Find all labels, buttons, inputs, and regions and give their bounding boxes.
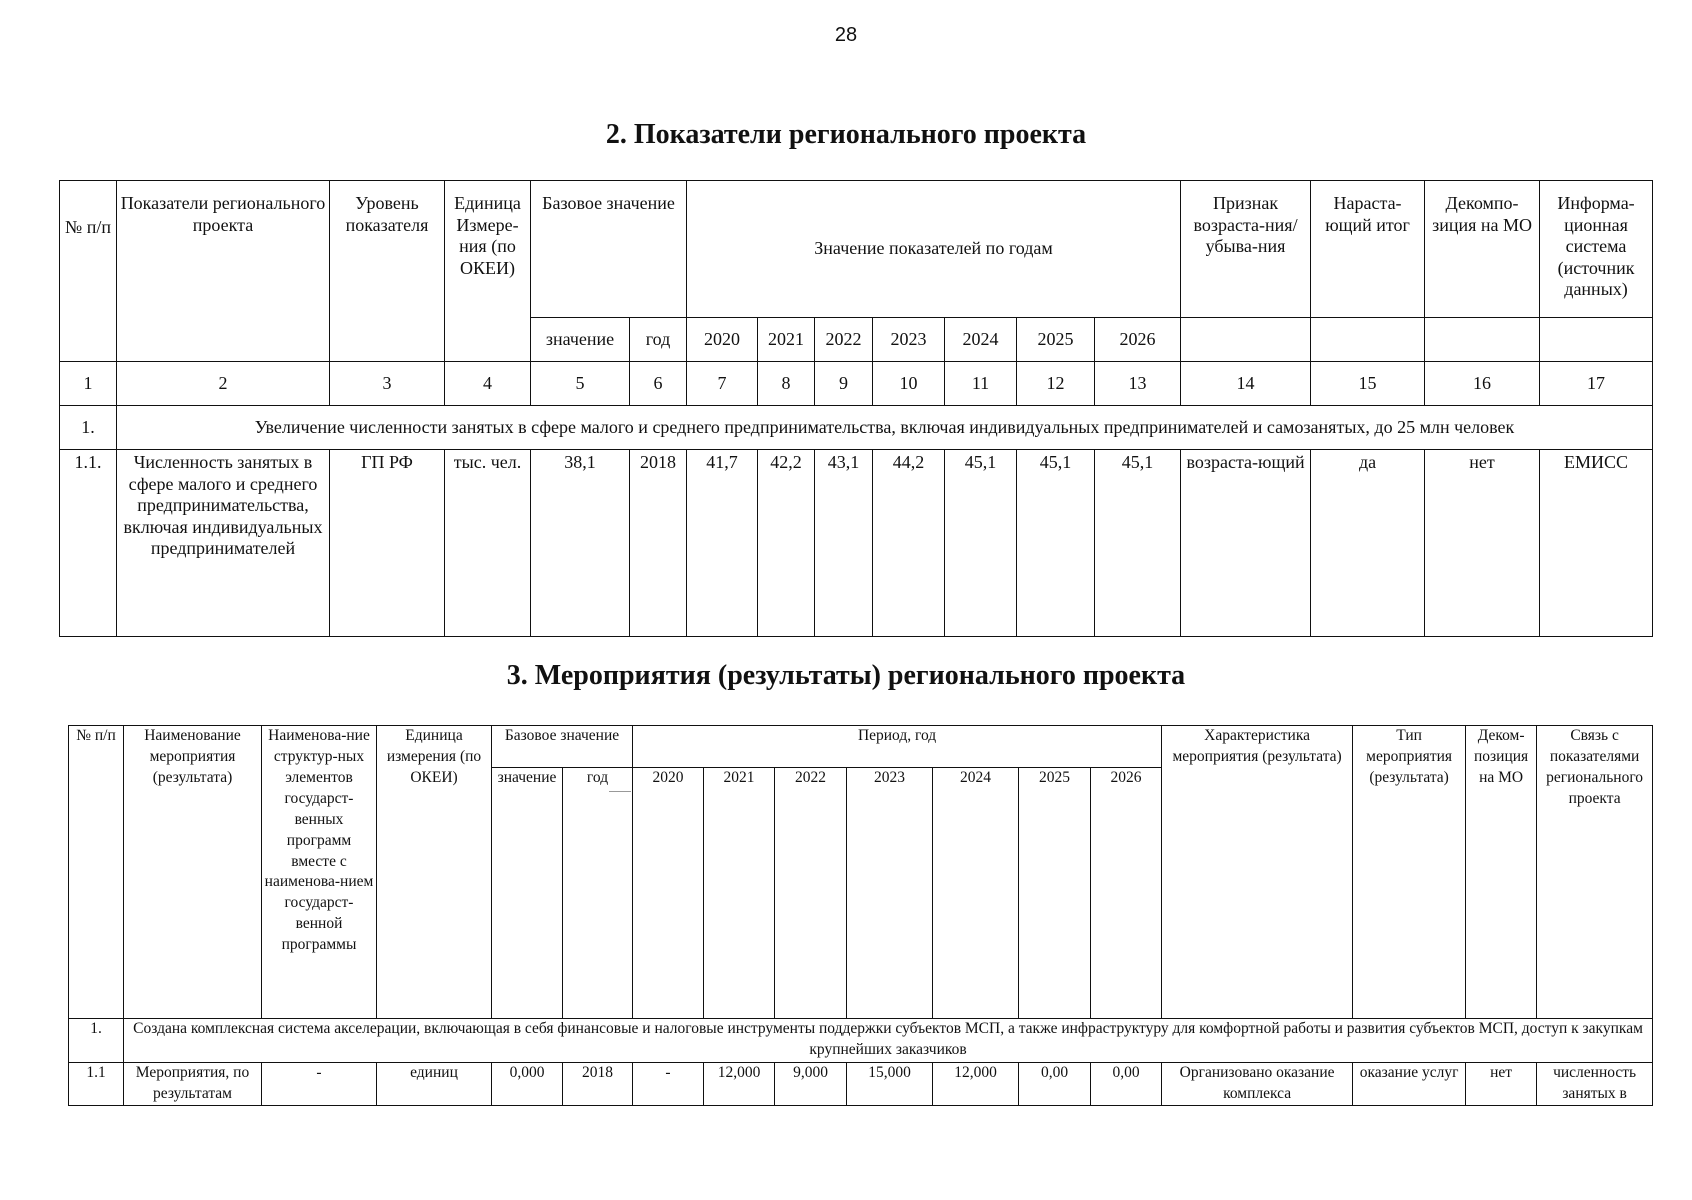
- header-row: [60, 181, 1653, 318]
- sub-header-year: 2025: [1017, 318, 1095, 362]
- header-level: Уровень показателя: [330, 181, 445, 362]
- row-sign: возраста-ющий: [1181, 450, 1311, 637]
- sub-header-year: 2021: [704, 768, 775, 1019]
- column-number: 9: [815, 362, 873, 406]
- column-number: 2: [117, 362, 330, 406]
- empty-cell: [1540, 318, 1653, 362]
- row-level: ГП РФ: [330, 450, 445, 637]
- row-value: 0,00: [1019, 1063, 1091, 1106]
- table-row: [60, 450, 1653, 637]
- header-unit: Единица измерения (по ОКЕИ): [377, 726, 492, 1019]
- header-base: Базовое значение: [492, 726, 633, 768]
- row-value: 43,1: [815, 450, 873, 637]
- table-row: [69, 1063, 1653, 1106]
- sub-header-year: 2023: [847, 768, 933, 1019]
- section-row-num: 1.: [69, 1019, 124, 1063]
- header-characteristic: Характеристика мероприятия (результата): [1162, 726, 1353, 1019]
- dash-mark: [609, 791, 631, 792]
- row-num: 1.1: [69, 1063, 124, 1106]
- row-base-value: 0,000: [492, 1063, 563, 1106]
- column-number: 13: [1095, 362, 1181, 406]
- row-link: численность занятых в: [1537, 1063, 1653, 1106]
- row-name: Мероприятия, по результатам: [124, 1063, 262, 1106]
- row-value: 0,00: [1091, 1063, 1162, 1106]
- section-row: [60, 406, 1653, 450]
- column-number: 15: [1311, 362, 1425, 406]
- column-number: 6: [630, 362, 687, 406]
- sub-header-base-value: значение: [492, 768, 563, 1019]
- section-2-title: 2. Показатели регионального проекта: [605, 119, 1087, 150]
- header-base: Базовое значение: [531, 181, 687, 318]
- row-value: 42,2: [758, 450, 815, 637]
- section-row-text: Увеличение численности занятых в сфере малого и среднего предпринимательства, включая индивидуальных предпринимателей и самозанятых, до 25 млн человек: [117, 406, 1653, 450]
- row-value: 41,7: [687, 450, 758, 637]
- column-number: 8: [758, 362, 815, 406]
- section-row-text: Создана комплексная система акселерации, включающая в себя финансовые и налоговые инструменты поддержки субъектов МСП, а также инфраструктуру для комфортной работы и развития субъектов МСП, доступ к закупкам крупнейших заказчиков: [124, 1019, 1653, 1063]
- row-unit: тыс. чел.: [445, 450, 531, 637]
- sub-header-year: 2026: [1095, 318, 1181, 362]
- row-value: 44,2: [873, 450, 945, 637]
- header-decomposition: Декомпо-зиция на МО: [1425, 181, 1540, 318]
- header-years-group: Значение показателей по годам: [687, 181, 1181, 318]
- header-num: № п/п: [60, 181, 117, 362]
- row-value: 45,1: [945, 450, 1017, 637]
- row-decomposition: нет: [1466, 1063, 1537, 1106]
- column-numbers-row: [60, 362, 1653, 406]
- row-value: 9,000: [775, 1063, 847, 1106]
- header-name: Наименование мероприятия (результата): [124, 726, 262, 1019]
- header-type: Тип мероприятия (результата): [1353, 726, 1466, 1019]
- sub-header-base-year-cell: [563, 768, 633, 1019]
- row-value: -: [633, 1063, 704, 1106]
- sub-header-base-year: год: [630, 318, 687, 362]
- section-3-title: 3. Мероприятия (результаты) регионального проекта: [506, 660, 1186, 691]
- indicators-table: [59, 180, 1653, 637]
- section-row: [69, 1019, 1653, 1063]
- row-base-value: 38,1: [531, 450, 630, 637]
- column-number: 10: [873, 362, 945, 406]
- column-number: 4: [445, 362, 531, 406]
- row-unit: единиц: [377, 1063, 492, 1106]
- sub-header-year: 2022: [815, 318, 873, 362]
- column-number: 1: [60, 362, 117, 406]
- row-value: 12,000: [933, 1063, 1019, 1106]
- row-num: 1.1.: [60, 450, 117, 637]
- section-row-num: 1.: [60, 406, 117, 450]
- column-number: 7: [687, 362, 758, 406]
- column-number: 16: [1425, 362, 1540, 406]
- header-period: Период, год: [633, 726, 1162, 768]
- row-characteristic: Организовано оказание комплекса: [1162, 1063, 1353, 1106]
- row-value: 45,1: [1017, 450, 1095, 637]
- row-value: 12,000: [704, 1063, 775, 1106]
- sub-header-base-year: год: [586, 769, 609, 786]
- page-number: 28: [834, 24, 858, 46]
- sub-header-year: 2024: [933, 768, 1019, 1019]
- activities-table: [68, 725, 1653, 1106]
- row-type: оказание услуг: [1353, 1063, 1466, 1106]
- row-cumulative: да: [1311, 450, 1425, 637]
- empty-cell: [1311, 318, 1425, 362]
- sub-header-year: 2025: [1019, 768, 1091, 1019]
- column-number: 3: [330, 362, 445, 406]
- header-row: [69, 726, 1653, 768]
- sub-header-year: 2020: [687, 318, 758, 362]
- header-indicator: Показатели регионального проекта: [117, 181, 330, 362]
- header-num: № п/п: [69, 726, 124, 1019]
- header-sign: Признак возраста-ния/убыва-ния: [1181, 181, 1311, 318]
- empty-cell: [1425, 318, 1540, 362]
- row-value: 45,1: [1095, 450, 1181, 637]
- row-structural: -: [262, 1063, 377, 1106]
- column-number: 12: [1017, 362, 1095, 406]
- empty-cell: [1181, 318, 1311, 362]
- sub-header-year: 2021: [758, 318, 815, 362]
- row-base-year: 2018: [630, 450, 687, 637]
- sub-header-year: 2022: [775, 768, 847, 1019]
- row-indicator: Численность занятых в сфере малого и среднего предпринимательства, включая индивидуальных предпринимателей: [117, 450, 330, 637]
- row-info-system: ЕМИСС: [1540, 450, 1653, 637]
- sub-header-year: 2020: [633, 768, 704, 1019]
- column-number: 11: [945, 362, 1017, 406]
- header-structural: Наименова-ние структур-ных элементов государст-венных программ вместе с наименова-нием государст-венной программы: [262, 726, 377, 1019]
- header-info-system: Информа-ционная система (источник данных): [1540, 181, 1653, 318]
- sub-header-base-value: значение: [531, 318, 630, 362]
- column-number: 14: [1181, 362, 1311, 406]
- header-unit: Единица Измере-ния (по ОКЕИ): [445, 181, 531, 362]
- header-link: Связь с показателями регионального проекта: [1537, 726, 1653, 1019]
- row-decomposition: нет: [1425, 450, 1540, 637]
- sub-header-year: 2026: [1091, 768, 1162, 1019]
- column-number: 17: [1540, 362, 1653, 406]
- column-number: 5: [531, 362, 630, 406]
- row-base-year: 2018: [563, 1063, 633, 1106]
- header-decomposition: Деком-позиция на МО: [1466, 726, 1537, 1019]
- sub-header-year: 2023: [873, 318, 945, 362]
- row-value: 15,000: [847, 1063, 933, 1106]
- sub-header-year: 2024: [945, 318, 1017, 362]
- header-cumulative: Нараста-ющий итог: [1311, 181, 1425, 318]
